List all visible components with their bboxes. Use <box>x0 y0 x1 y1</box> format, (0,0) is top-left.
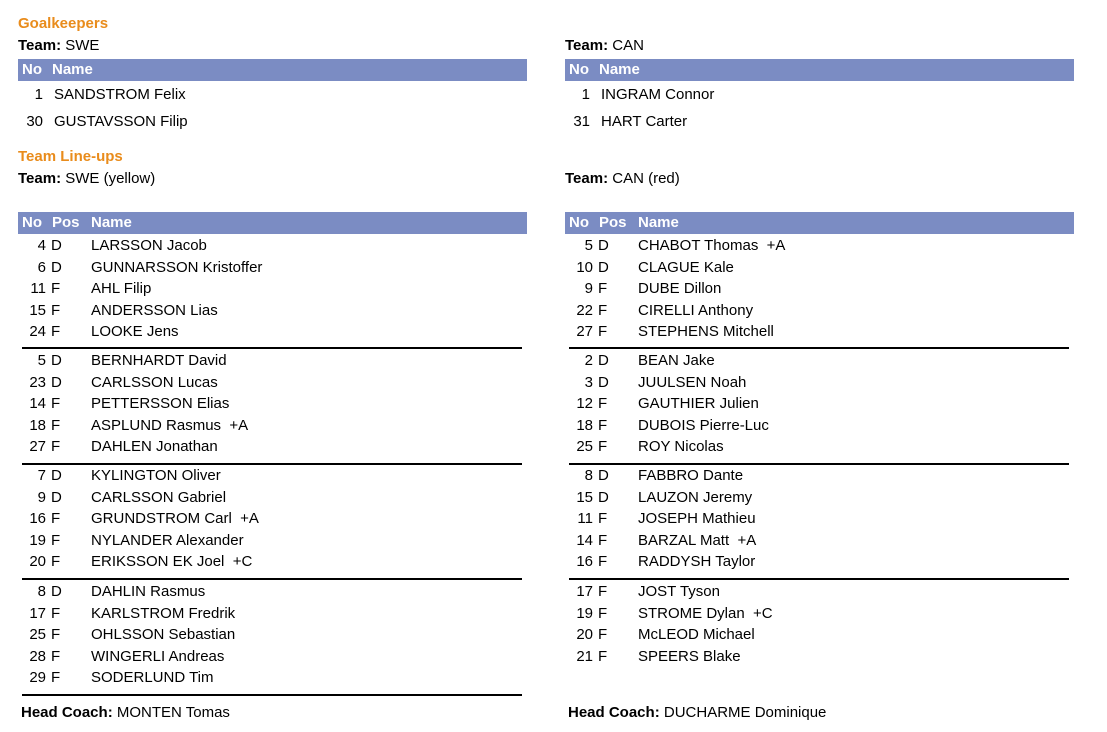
player-number: 10 <box>576 258 593 276</box>
coach-name: MONTEN Tomas <box>116 704 230 721</box>
player-name: DAHLIN Rasmus <box>91 583 206 600</box>
player-row <box>18 603 518 625</box>
player-position: F <box>51 301 61 319</box>
header-no: No <box>569 214 589 231</box>
player-name: GAUTHIER Julien <box>638 395 759 412</box>
player-name: ERIKSSON EK Joel +C <box>91 553 253 570</box>
player-name: SANDSTROM Felix <box>54 86 186 103</box>
goalkeepers-header-swe <box>18 59 527 81</box>
team-label: Team: <box>565 37 609 54</box>
player-position: D <box>598 373 609 391</box>
player-number: 4 <box>37 237 46 254</box>
player-name: STROME Dylan +C <box>638 604 773 622</box>
header-no: No <box>22 61 42 78</box>
goalkeeper-row <box>565 84 1065 106</box>
player-position: F <box>598 280 608 297</box>
player-name: DAHLEN Jonathan <box>91 438 218 455</box>
player-position: F <box>598 583 608 600</box>
player-position: F <box>51 323 61 340</box>
lineups-header-swe <box>18 212 527 234</box>
player-position: F <box>598 604 608 622</box>
player-number: 9 <box>584 280 593 297</box>
player-name: HART Carter <box>601 113 688 130</box>
player-row <box>18 321 518 343</box>
player-number: 15 <box>29 301 46 319</box>
coach-name: DUCHARME Dominique <box>663 704 827 721</box>
goalkeepers-heading: Goalkeepers <box>18 15 109 32</box>
player-position: F <box>51 280 61 297</box>
player-name: INGRAM Connor <box>601 86 715 103</box>
player-number: 25 <box>576 438 593 455</box>
line-separator <box>569 463 1069 465</box>
header-name: Name <box>599 61 640 78</box>
player-name: KARLSTROM Fredrik <box>91 604 236 622</box>
header-pos: Pos <box>599 214 627 231</box>
player-name: JOST Tyson <box>638 583 720 600</box>
header-name: Name <box>638 214 679 231</box>
player-row <box>18 300 518 322</box>
player-name: JUULSEN Noah <box>638 373 747 391</box>
player-number: 25 <box>29 626 46 643</box>
player-row <box>565 235 1065 257</box>
line-separator <box>22 347 522 349</box>
player-number: 21 <box>576 647 593 665</box>
player-name: CARLSSON Gabriel <box>91 488 227 506</box>
player-row <box>18 393 518 415</box>
lineups-header-can <box>565 212 1074 234</box>
player-name: LOOKE Jens <box>91 323 179 340</box>
player-position: D <box>598 467 609 484</box>
player-position: F <box>51 416 61 434</box>
player-number: 23 <box>29 373 46 391</box>
player-number: 19 <box>576 604 593 622</box>
player-number: 31 <box>573 113 590 130</box>
player-name: GRUNDSTROM Carl +A <box>91 510 259 527</box>
team-value: SWE (yellow) <box>65 170 156 187</box>
player-number: 5 <box>584 237 593 254</box>
goalkeepers-team-swe <box>18 37 99 54</box>
player-number: 14 <box>29 395 46 412</box>
player-position: F <box>598 647 608 665</box>
player-row <box>565 372 1065 394</box>
player-name: NYLANDER Alexander <box>91 531 244 549</box>
player-row <box>565 300 1065 322</box>
player-number: 19 <box>29 531 46 549</box>
player-number: 29 <box>29 669 46 686</box>
player-name: DUBE Dillon <box>638 280 722 297</box>
player-number: 17 <box>29 604 46 622</box>
player-position: D <box>598 352 609 369</box>
team-label: Team: <box>18 37 62 54</box>
player-position: F <box>51 395 61 412</box>
player-name: BARZAL Matt +A <box>638 531 757 549</box>
goalkeeper-row <box>18 111 518 133</box>
player-position: F <box>598 510 608 527</box>
player-position: D <box>51 237 62 254</box>
player-number: 8 <box>584 467 593 484</box>
goalkeeper-row <box>18 84 518 106</box>
player-position: F <box>598 553 608 570</box>
player-row <box>565 278 1065 300</box>
player-row <box>565 624 1065 646</box>
player-position: F <box>51 510 61 527</box>
player-number: 20 <box>576 626 593 643</box>
player-row <box>18 646 518 668</box>
player-number: 20 <box>29 553 46 570</box>
player-position: F <box>598 301 608 319</box>
player-number: 8 <box>37 583 46 600</box>
line-separator <box>22 694 522 696</box>
header-name: Name <box>52 61 93 78</box>
player-name: BEAN Jake <box>638 352 715 369</box>
player-row <box>18 257 518 279</box>
player-number: 27 <box>576 323 593 340</box>
player-number: 28 <box>29 647 46 665</box>
line-separator <box>569 578 1069 580</box>
team-value: CAN (red) <box>612 170 680 187</box>
player-position: D <box>598 488 609 506</box>
player-name: CARLSSON Lucas <box>91 373 218 391</box>
player-position: F <box>51 647 61 665</box>
player-row <box>18 465 518 487</box>
player-position: D <box>51 583 62 600</box>
player-number: 18 <box>29 416 46 434</box>
player-row <box>565 257 1065 279</box>
player-number: 7 <box>37 467 46 484</box>
line-separator <box>22 463 522 465</box>
header-no: No <box>22 214 42 231</box>
player-row <box>565 415 1065 437</box>
goalkeepers-header-can <box>565 59 1074 81</box>
player-row <box>565 436 1065 458</box>
player-position: F <box>598 395 608 412</box>
player-position: F <box>51 553 61 570</box>
player-number: 2 <box>584 352 593 369</box>
player-position: F <box>51 531 61 549</box>
header-pos: Pos <box>52 214 80 231</box>
player-number: 22 <box>576 301 593 319</box>
player-row <box>565 350 1065 372</box>
player-name: OHLSSON Sebastian <box>91 626 236 643</box>
player-position: D <box>51 488 62 506</box>
player-row <box>18 350 518 372</box>
player-number: 3 <box>584 373 593 391</box>
player-row <box>565 581 1065 603</box>
player-row <box>18 372 518 394</box>
player-row <box>18 436 518 458</box>
player-row <box>18 551 518 573</box>
header-no: No <box>569 61 589 78</box>
player-number: 5 <box>37 352 46 369</box>
player-position: F <box>598 626 608 643</box>
lineups-heading: Team Line-ups <box>18 148 123 165</box>
player-name: CIRELLI Anthony <box>638 301 754 319</box>
player-number: 30 <box>26 113 43 130</box>
player-position: D <box>51 373 62 391</box>
player-position: D <box>51 352 62 369</box>
player-number: 15 <box>576 488 593 506</box>
player-name: LAUZON Jeremy <box>638 488 753 506</box>
player-position: F <box>51 438 61 455</box>
player-name: CHABOT Thomas +A <box>638 237 786 254</box>
player-row <box>565 465 1065 487</box>
player-name: WINGERLI Andreas <box>91 647 225 665</box>
coach-label: Head Coach: <box>568 704 660 721</box>
player-row <box>565 646 1065 668</box>
player-position: F <box>598 531 608 549</box>
player-name: ROY Nicolas <box>638 438 724 455</box>
player-row <box>565 393 1065 415</box>
player-number: 1 <box>581 86 590 103</box>
player-number: 24 <box>29 323 46 340</box>
player-name: DUBOIS Pierre-Luc <box>638 416 769 434</box>
player-name: STEPHENS Mitchell <box>638 323 774 340</box>
head-coach-can <box>568 704 826 721</box>
player-number: 11 <box>577 510 593 527</box>
team-label: Team: <box>565 170 609 187</box>
player-number: 16 <box>29 510 46 527</box>
player-number: 18 <box>576 416 593 434</box>
header-name: Name <box>91 214 132 231</box>
player-position: F <box>598 323 608 340</box>
player-number: 9 <box>37 488 46 506</box>
player-name: LARSSON Jacob <box>91 237 207 254</box>
player-name: GUSTAVSSON Filip <box>54 113 188 130</box>
player-row <box>18 530 518 552</box>
player-position: F <box>598 438 608 455</box>
player-number: 27 <box>29 438 46 455</box>
player-number: 1 <box>34 86 43 103</box>
player-name: BERNHARDT David <box>91 352 227 369</box>
player-number: 16 <box>576 553 593 570</box>
player-position: D <box>598 258 609 276</box>
player-position: D <box>51 258 62 276</box>
player-row <box>565 551 1065 573</box>
player-number: 6 <box>37 258 46 276</box>
player-name: JOSEPH Mathieu <box>638 510 756 527</box>
player-number: 11 <box>30 280 46 297</box>
player-row <box>565 487 1065 509</box>
player-row <box>565 508 1065 530</box>
team-value: SWE <box>65 37 100 54</box>
goalkeeper-row <box>565 111 1065 133</box>
player-row <box>18 487 518 509</box>
player-name: McLEOD Michael <box>638 626 755 643</box>
player-position: F <box>51 669 61 686</box>
player-name: ANDERSSON Lias <box>91 301 218 319</box>
lineups-team-can <box>565 170 680 187</box>
player-position: D <box>51 467 62 484</box>
player-position: F <box>51 626 61 643</box>
player-row <box>565 530 1065 552</box>
player-name: RADDYSH Taylor <box>638 553 756 570</box>
player-position: F <box>598 416 608 434</box>
player-number: 14 <box>576 531 593 549</box>
team-value: CAN <box>612 37 644 54</box>
goalkeepers-team-can <box>565 37 644 54</box>
player-position: D <box>598 237 609 254</box>
player-name: GUNNARSSON Kristoffer <box>91 258 263 276</box>
player-row <box>18 278 518 300</box>
head-coach-swe <box>21 704 230 721</box>
player-name: PETTERSSON Elias <box>91 395 230 412</box>
line-separator <box>22 578 522 580</box>
player-position: F <box>51 604 61 622</box>
line-separator <box>569 347 1069 349</box>
player-row <box>565 603 1065 625</box>
player-row <box>18 415 518 437</box>
player-name: SPEERS Blake <box>638 647 741 665</box>
player-number: 12 <box>576 395 593 412</box>
lineups-team-swe <box>18 170 155 187</box>
player-row <box>18 235 518 257</box>
player-number: 17 <box>576 583 593 600</box>
player-name: KYLINGTON Oliver <box>91 467 221 484</box>
player-name: SODERLUND Tim <box>91 669 214 686</box>
player-row <box>18 667 518 689</box>
player-name: CLAGUE Kale <box>638 258 734 276</box>
player-name: ASPLUND Rasmus +A <box>91 416 249 434</box>
player-row <box>565 321 1065 343</box>
player-name: AHL Filip <box>91 280 152 297</box>
coach-label: Head Coach: <box>21 704 113 721</box>
player-row <box>18 508 518 530</box>
team-label: Team: <box>18 170 62 187</box>
player-row <box>18 581 518 603</box>
player-name: FABBRO Dante <box>638 467 744 484</box>
player-row <box>18 624 518 646</box>
